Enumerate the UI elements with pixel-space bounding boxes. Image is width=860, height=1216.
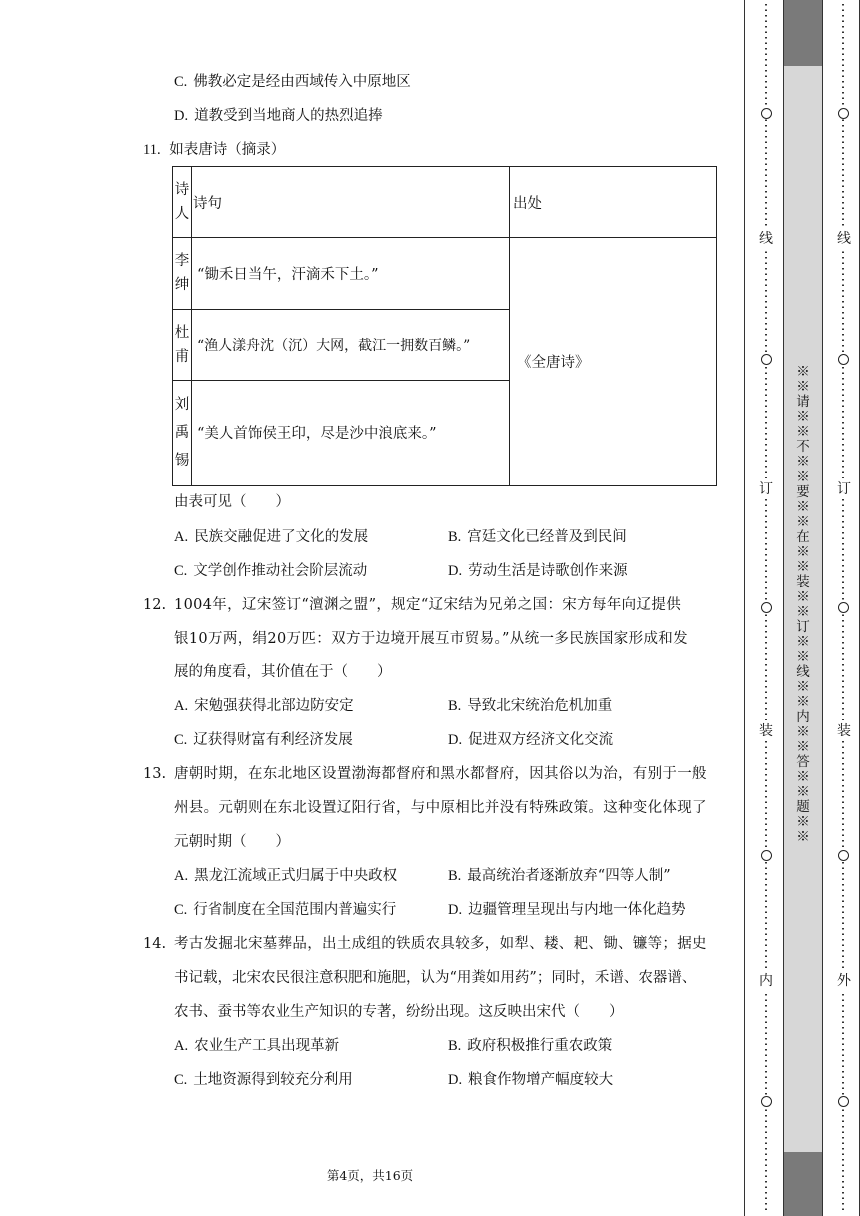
outer-label-xian: 线 xyxy=(834,228,854,248)
binding-hole-icon xyxy=(761,354,772,365)
q13-number: 13. xyxy=(143,766,167,782)
q14-option-c: C. 土地资源得到较充分利用 xyxy=(174,1072,353,1088)
verse-text: “渔人漾舟沈（沉）大网，截江一拥数百鳞。” xyxy=(197,337,471,354)
q13-line-3: 元朝时期（ ） xyxy=(174,834,290,850)
q12-option-c: C. 辽获得财富有利经济发展 xyxy=(174,732,353,748)
poet-name: 刘 禹 锡 xyxy=(174,396,190,469)
option-text: 道教受到当地商人的热烈追捧 xyxy=(194,108,383,124)
binding-hole-icon xyxy=(761,108,772,119)
q11-option-a: A. 民族交融促进了文化的发展 xyxy=(174,529,369,545)
binding-hole-icon xyxy=(838,602,849,613)
q12-line-1: 1004年，辽宋签订“澶渊之盟”，规定“辽宋结为兄弟之国：宋方每年向辽提供 xyxy=(174,597,682,613)
q13-option-b: B. 最高统治者逐渐放弃“四等人制” xyxy=(448,868,671,884)
verse-text: “锄禾日当午，汗滴禾下土。” xyxy=(197,266,379,283)
q11-stem xyxy=(143,140,285,160)
inner-label-zhuang: 装 xyxy=(756,720,776,740)
q13-line-1: 唐朝时期，在东北地区设置渤海都督府和黑水都督府，因其俗以为治，有别于一般 xyxy=(174,766,707,782)
verse-text: “美人首饰侯王印，尽是沙中浪底来。” xyxy=(197,426,437,442)
q12-option-b: B. 导致北宋统治危机加重 xyxy=(448,698,613,714)
option-letter: C. xyxy=(174,74,188,90)
q10-option-c xyxy=(174,72,411,92)
outer-label-wai: 外 xyxy=(834,970,854,990)
inner-label-ding: 订 xyxy=(756,478,776,498)
q11-option-b: B. 宫廷文化已经普及到民间 xyxy=(448,529,627,545)
binding-dark-top xyxy=(783,0,823,66)
header-source: 出处 xyxy=(513,195,542,212)
q14-number: 14. xyxy=(143,936,167,952)
question-text: 如表唐诗（摘录） xyxy=(169,142,286,158)
option-text: 佛教必定是经由西域传入中原地区 xyxy=(193,74,411,90)
q13-option-a: A. 黑龙江流域正式归属于中央政权 xyxy=(174,868,398,884)
q14-option-a: A. 农业生产工具出现革新 xyxy=(174,1038,340,1054)
inner-label-nei: 内 xyxy=(756,970,776,990)
poet-name: 杜 甫 xyxy=(174,324,190,365)
binding-hole-icon xyxy=(838,108,849,119)
q13-line-2: 州县。元朝则在东北设置辽阳行省，与中原相比并没有特殊政策。这种变化体现了 xyxy=(174,800,707,816)
source-cell: 《全唐诗》 xyxy=(517,354,590,371)
q13-option-d: D. 边疆管理呈现出与内地一体化趋势 xyxy=(448,902,686,918)
binding-hole-icon xyxy=(761,602,772,613)
q14-line-3: 农书、蚕书等农业生产知识的专著，纷纷出现。这反映出宋代（ ） xyxy=(174,1004,624,1020)
q14-option-d: D. 粮食作物增产幅度较大 xyxy=(448,1072,614,1088)
header-verse: 诗句 xyxy=(193,195,222,212)
poem-table xyxy=(172,166,717,486)
q12-option-a: A. 宋勉强获得北部边防安定 xyxy=(174,698,354,714)
q13-option-c: C. 行省制度在全国范围内普遍实行 xyxy=(174,902,397,918)
outer-label-ding: 订 xyxy=(834,478,854,498)
q12-line-2: 银10万两，绢20万匹：双方于边境开展互市贸易。”从统一多民族国家形成和发 xyxy=(174,631,689,647)
inner-label-xian: 线 xyxy=(756,228,776,248)
binding-dark-bottom xyxy=(783,1152,823,1216)
q10-option-d xyxy=(174,106,383,126)
page-footer: 第4页，共16页 xyxy=(326,1168,414,1183)
binding-hole-icon xyxy=(838,1096,849,1107)
q14-line-2: 书记载，北宋农民很注意积肥和施肥，认为“用粪如用药”；同时，禾谱、农器谱、 xyxy=(174,970,697,986)
binding-hole-icon xyxy=(838,850,849,861)
option-letter: D. xyxy=(174,108,189,124)
question-number: 11. xyxy=(143,142,161,158)
poet-name: 李 绅 xyxy=(174,253,190,293)
q11-prompt: 由表可见（ ） xyxy=(174,494,290,510)
binding-hole-icon xyxy=(838,354,849,365)
outer-label-zhuang: 装 xyxy=(834,720,854,740)
q14-line-1: 考古发掘北宋墓葬品，出土成组的铁质农具较多，如犁、耧、耙、锄、镰等；据史 xyxy=(174,936,707,952)
binding-warning: ※※请※※不※※要※※在※※装※※订※※线※※内※※答※※题※※ xyxy=(796,364,810,845)
binding-hole-icon xyxy=(761,1096,772,1107)
binding-hole-icon xyxy=(761,850,772,861)
q11-option-d: D. 劳动生活是诗歌创作来源 xyxy=(448,563,628,579)
q12-line-3: 展的角度看，其价值在于（ ） xyxy=(174,664,392,680)
q14-option-b: B. 政府积极推行重农政策 xyxy=(448,1038,613,1054)
q12-number: 12. xyxy=(143,597,167,613)
header-poet: 诗 人 xyxy=(174,182,190,222)
q11-option-c: C. 文学创作推动社会阶层流动 xyxy=(174,563,368,579)
q12-option-d: D. 促进双方经济文化交流 xyxy=(448,732,614,748)
